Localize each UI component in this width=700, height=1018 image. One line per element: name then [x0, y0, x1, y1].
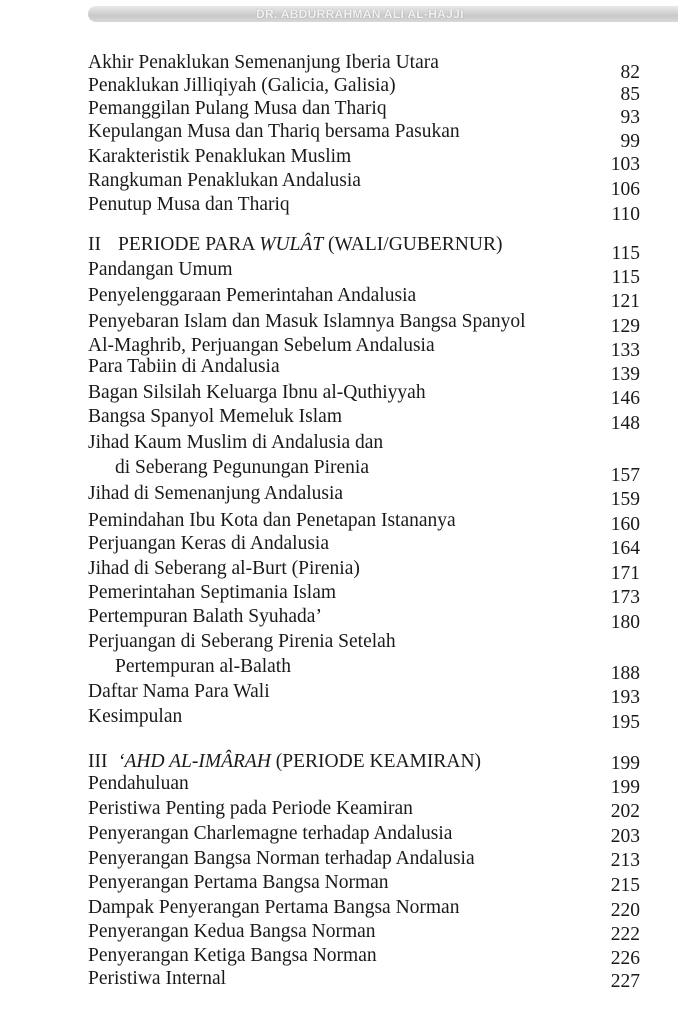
toc-entry-page: 139 [610, 364, 640, 385]
toc-entry-title: Jihad Kaum Muslim di Andalusia dan [88, 432, 384, 453]
toc-entry-page: 159 [610, 489, 640, 510]
toc-entry-title: Perjuangan di Seberang Pirenia Setelah [88, 631, 396, 652]
toc-entry-title: Akhir Penaklukan Semenanjung Iberia Utara [88, 52, 439, 73]
toc-entry-page: 133 [610, 340, 640, 361]
toc-entry-title: Kesimpulan [88, 706, 183, 727]
toc-entry-title: Penyerangan Bangsa Norman terhadap Andalusia [88, 848, 475, 869]
toc-entry-title: Para Tabiin di Andalusia [88, 356, 280, 377]
toc-entry-title: Al-Maghrib, Perjuangan Sebelum Andalusia [88, 335, 435, 356]
toc-entry-page: 146 [610, 388, 640, 409]
toc-entry-title: Jihad di Semenanjung Andalusia [88, 483, 344, 504]
toc-entry-title: Bagan Silsilah Keluarga Ibnu al-Quthiyyah [88, 382, 426, 403]
toc-entry-title: Pemanggilan Pulang Musa dan Thariq [88, 98, 387, 119]
toc-entry-title: Peristiwa Internal [88, 968, 227, 989]
toc-entry-page: 215 [610, 875, 640, 896]
toc-entry-title: Jihad di Seberang al-Burt (Pirenia) [88, 558, 360, 579]
toc-entry-page: 160 [610, 514, 640, 535]
toc-entry-title: Pandangan Umum [88, 259, 233, 280]
toc-entry-page: 115 [611, 243, 640, 264]
toc-entry-page: 188 [610, 663, 640, 684]
toc-entry-page: 226 [610, 948, 640, 969]
toc-entry-page: 93 [620, 107, 640, 128]
toc-entry-page: 148 [610, 413, 640, 434]
toc-entry-title: Peristiwa Penting pada Periode Keamiran [88, 798, 413, 819]
toc-entry-page: 193 [610, 687, 640, 708]
toc-entry-title: Pertempuran al-Balath [115, 656, 291, 677]
toc-entry-page: 203 [610, 826, 640, 847]
chapter-title: ‘AHD AL-IMÂRAH (PERIODE KEAMIRAN) [118, 751, 482, 772]
toc-entry-page: 220 [610, 900, 640, 921]
toc-entry-page: 213 [610, 850, 640, 871]
toc-entry-page: 173 [610, 587, 640, 608]
toc-entry-page: 171 [610, 563, 640, 584]
toc-entry-title: Pemerintahan Septimania Islam [88, 582, 337, 603]
toc-entry-page: 99 [620, 131, 640, 152]
toc-entry-page: 85 [620, 84, 640, 105]
toc-entry-title: Perjuangan Keras di Andalusia [88, 533, 329, 554]
toc-entry-title: Penyebaran Islam dan Masuk Islamnya Bangsa Spanyol [88, 311, 526, 332]
toc-entry-page: 103 [610, 154, 640, 175]
toc-entry-page: 195 [610, 712, 640, 733]
toc-entry-page: 222 [610, 924, 640, 945]
toc-entry-page: 157 [610, 465, 640, 486]
toc-entry-title: Pemindahan Ibu Kota dan Penetapan Istananya [88, 510, 456, 531]
toc-entry-title: Karakteristik Penaklukan Muslim [88, 146, 352, 167]
chapter-title: PERIODE PARA WULÂT (WALI/GUBERNUR) [118, 234, 503, 255]
toc-entry-page: 199 [610, 777, 640, 798]
toc-entry-title: Penyerangan Kedua Bangsa Norman [88, 921, 376, 942]
toc-entry-title: Penyerangan Charlemagne terhadap Andalusia [88, 823, 453, 844]
running-head: DR. ABDURRAHMAN ALI AL-HAJJI [256, 7, 464, 21]
toc-entry-page: 110 [611, 204, 640, 225]
toc-entry-page: 180 [610, 612, 640, 633]
toc-entry-title: Kepulangan Musa dan Thariq bersama Pasukan [88, 121, 460, 142]
toc-entry-page: 121 [610, 291, 640, 312]
toc-entry-title: Penaklukan Jilliqiyah (Galicia, Galisia) [88, 75, 396, 96]
toc-entry-page: 227 [610, 971, 640, 992]
toc-entry-page: 82 [620, 62, 640, 83]
toc-entry-page: 129 [610, 316, 640, 337]
toc-entry-page: 164 [610, 538, 640, 559]
toc-entry-title: Penyelenggaraan Pemerintahan Andalusia [88, 285, 417, 306]
toc-entry-title: Pendahuluan [88, 773, 189, 794]
toc-entry-title: Bangsa Spanyol Memeluk Islam [88, 406, 343, 427]
chapter-number: III [88, 751, 108, 772]
toc-entry-page: 202 [610, 801, 640, 822]
chapter-number: II [88, 234, 101, 255]
toc-entry-title: Dampak Penyerangan Pertama Bangsa Norman [88, 897, 460, 918]
toc-entry-title: Penyerangan Ketiga Bangsa Norman [88, 945, 377, 966]
toc-entry-title: Penyerangan Pertama Bangsa Norman [88, 872, 389, 893]
toc-entry-title: Rangkuman Penaklukan Andalusia [88, 170, 361, 191]
toc-entry-title: Penutup Musa dan Thariq [88, 194, 290, 215]
toc-entry-page: 115 [611, 267, 640, 288]
toc-entry-title: di Seberang Pegunungan Pirenia [115, 457, 369, 478]
toc-entry-title: Daftar Nama Para Wali [88, 681, 270, 702]
toc-entry-page: 199 [610, 753, 640, 774]
toc-entry-title: Pertempuran Balath Syuhada’ [88, 606, 322, 627]
toc-entry-page: 106 [610, 179, 640, 200]
